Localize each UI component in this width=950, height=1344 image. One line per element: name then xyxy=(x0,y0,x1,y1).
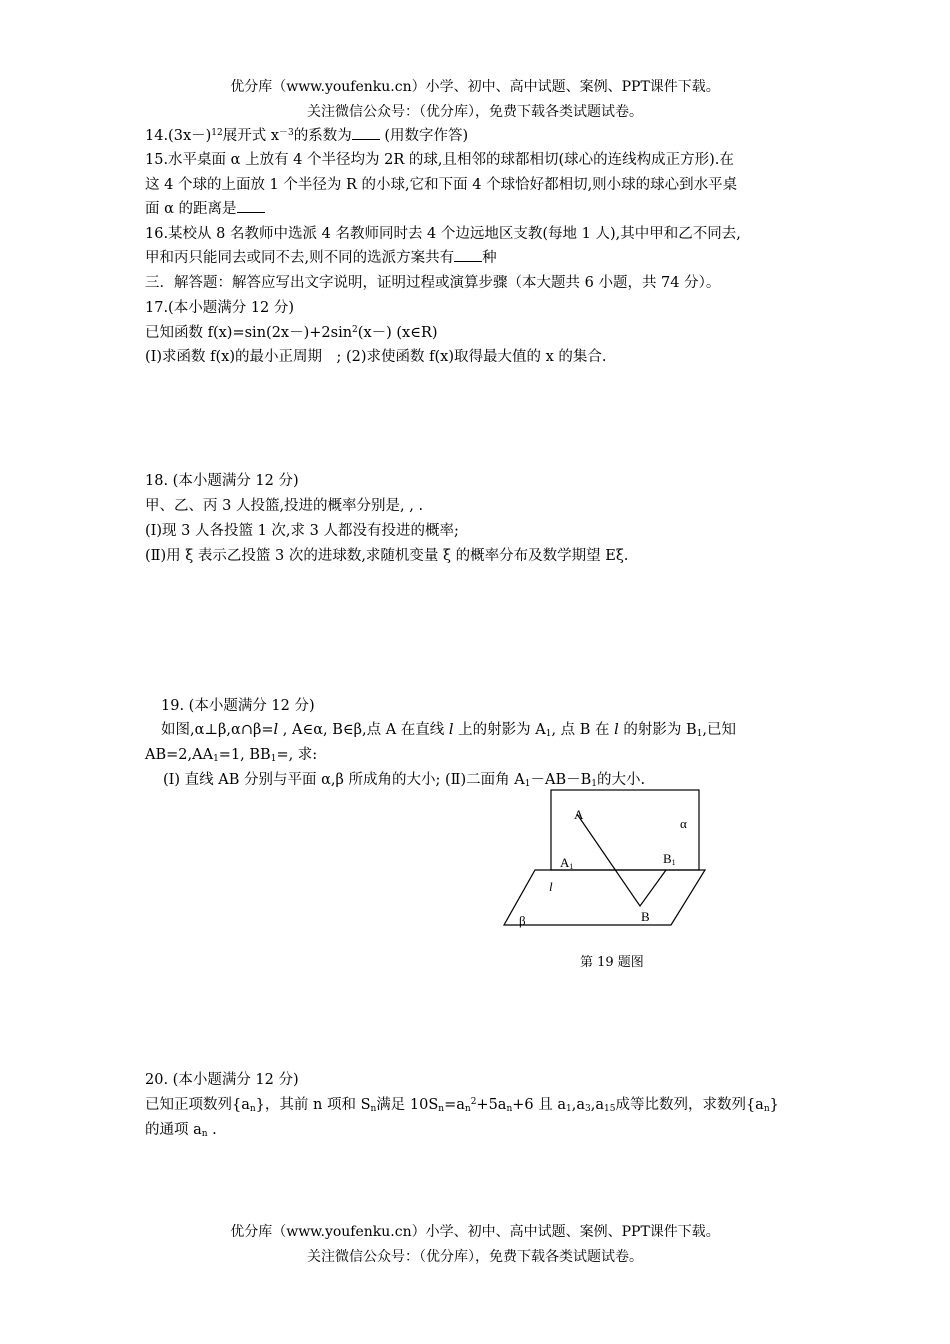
subscript: 3 xyxy=(585,1104,591,1114)
q14-text-a: 14.(3x－) xyxy=(145,128,212,144)
q14-text-d: (用数字作答) xyxy=(384,128,469,144)
q17-exponent: 2 xyxy=(352,325,358,335)
label-beta: β xyxy=(519,913,526,928)
line-l: l xyxy=(273,722,279,738)
q20-line-1 xyxy=(145,1093,779,1114)
subscript: n xyxy=(370,1104,377,1114)
figure-caption: 第 19 题图 xyxy=(580,955,644,970)
q16-text-a: 甲和丙只能同去或同不去,则不同的选派方案共有 xyxy=(145,250,455,266)
q15-text: 面 α 的距离是 xyxy=(145,201,237,217)
q20-line-2 xyxy=(145,1118,217,1139)
subscript: n xyxy=(249,1104,256,1114)
q17-function xyxy=(145,321,438,342)
q18-title: 18. (本小题满分 12 分) xyxy=(145,473,299,489)
q17-title: 17.(本小题满分 12 分) xyxy=(145,300,295,316)
label-a1: A1 xyxy=(560,855,574,871)
line-l: l xyxy=(448,722,454,738)
q15-line-1: 15.水平桌面 α 上放有 4 个半径均为 2R 的球,且相邻的球都相切(球心的连线构成正方形).在 xyxy=(145,152,734,168)
q19-title: 19. (本小题满分 12 分) xyxy=(161,698,315,714)
q20-text: +6 且 a xyxy=(512,1097,566,1113)
q19-text: AB=2,AA xyxy=(145,747,214,763)
q20-text: +5a xyxy=(476,1097,507,1113)
subscript: 1 xyxy=(213,754,219,764)
q16-line-2 xyxy=(145,246,497,267)
subscript: 1 xyxy=(270,754,277,764)
q19-text: , A∈α, B∈β,点 A 在直线 xyxy=(278,722,449,738)
label-l: l xyxy=(549,879,553,894)
q18-line-3: (Ⅱ)用 ξ 表示乙投篮 3 次的进球数,求随机变量 ξ 的概率分布及数学期望 Eξ. xyxy=(145,548,629,564)
header-line-1: 优分库（www.youfenku.cn）小学、初中、高中试题、案例、PPT课件下载。 xyxy=(230,79,720,95)
line-l: l xyxy=(614,722,619,738)
q17-text-a: 已知函数 f(x)=sin(2x－)+2sin xyxy=(145,325,353,341)
q20-text: ,a xyxy=(590,1097,604,1113)
plane-beta xyxy=(504,870,705,925)
q20-text: =a xyxy=(444,1097,465,1113)
q16-text-b: 种 xyxy=(482,250,497,266)
q19-text: 的大小. xyxy=(597,772,646,788)
q20-title: 20. (本小题满分 12 分) xyxy=(145,1072,299,1088)
q17-ask: (I)求函数 f(x)的最小正周期 ; (2)求使函数 f(x)取得最大值的 x 的集合. xyxy=(145,349,607,365)
q19-text: 上的射影为 A xyxy=(453,722,546,738)
subscript: 1 xyxy=(545,729,552,739)
header-line-2: 关注微信公众号：（优分库），免费下载各类试题试卷。 xyxy=(307,104,643,120)
superscript: 2 xyxy=(470,1097,477,1107)
q20-text: . xyxy=(207,1122,217,1138)
subscript: n xyxy=(438,1104,445,1114)
q19-text: (I) 直线 AB 分别与平面 α,β 所成角的大小; (Ⅱ)二面角 A xyxy=(163,772,525,788)
q20-text: 的通项 a xyxy=(145,1122,202,1138)
q20-text: }，其前 n 项和 S xyxy=(255,1097,371,1113)
answer-blank xyxy=(454,249,482,262)
q19-text: ,已知 xyxy=(702,722,737,738)
subscript: 1 xyxy=(524,779,531,789)
label-b: B xyxy=(641,909,650,924)
answer-blank xyxy=(352,127,380,140)
q19-text: 的射影为 B xyxy=(618,722,697,738)
q17-text-b: (x－) (x∈R) xyxy=(357,325,438,341)
q15-line-2: 这 4 个球的上面放 1 个半径为 R 的小球,它和下面 4 个球恰好都相切,则小球的球心到水平桌 xyxy=(145,177,738,193)
q19-text: 如图,α⊥β,α∩β= xyxy=(161,722,274,738)
q19-figure xyxy=(500,786,710,936)
q19-text: －AB－B xyxy=(530,772,592,788)
subscript: n xyxy=(201,1129,208,1139)
answer-blank xyxy=(237,200,265,213)
q19-line-1 xyxy=(161,718,736,739)
label-a: A xyxy=(574,807,584,822)
q19-text: =1, BB xyxy=(218,747,271,763)
section-3-heading: 三．解答题：解答应写出文字说明，证明过程或演算步骤（本大题共 6 小题，共 74 分）。 xyxy=(145,275,721,291)
q20-text: 已知正项数列{a xyxy=(145,1097,250,1113)
q19-line-2 xyxy=(145,743,317,764)
label-b1: B1 xyxy=(663,851,676,867)
q16-line-1: 16.某校从 8 名教师中选派 4 名教师同时去 4 个边远地区支教(每地 1 人),其中甲和乙不同去, xyxy=(145,226,741,242)
footer-line-1: 优分库（www.youfenku.cn）小学、初中、高中试题、案例、PPT课件下载。 xyxy=(230,1224,720,1240)
q18-line-1: 甲、乙、丙 3 人投篮,投进的概率分别是, , . xyxy=(145,498,424,514)
q19-text: =, 求: xyxy=(276,747,318,763)
subscript: n xyxy=(763,1104,770,1114)
q18-line-2: (I)现 3 人各投篮 1 次,求 3 人都没有投进的概率; xyxy=(145,523,459,539)
segment-ab xyxy=(577,814,666,906)
subscript: 1 xyxy=(566,1104,572,1114)
q14-text-b: 展开式 x xyxy=(222,128,280,144)
q20-text: } xyxy=(769,1097,779,1113)
subscript: 1 xyxy=(696,729,703,739)
subscript: n xyxy=(506,1104,513,1114)
q15-line-3 xyxy=(145,197,265,218)
subscript: 1 xyxy=(591,779,598,789)
plane-alpha xyxy=(551,790,699,870)
q19-text: , 点 B 在 xyxy=(551,722,615,738)
question-14 xyxy=(145,124,468,145)
label-alpha: α xyxy=(680,816,687,831)
subscript: 15 xyxy=(604,1104,616,1114)
q20-text: ,a xyxy=(571,1097,585,1113)
q20-text: 满足 10S xyxy=(376,1097,439,1113)
q20-text: 成等比数列，求数列{a xyxy=(615,1097,764,1113)
q14-exponent-2: －3 xyxy=(279,128,294,138)
q14-text-c: 的系数为 xyxy=(293,128,352,144)
subscript: n xyxy=(464,1104,471,1114)
q14-exponent: 12 xyxy=(211,128,223,138)
footer-line-2: 关注微信公众号：（优分库），免费下载各类试题试卷。 xyxy=(307,1249,643,1265)
